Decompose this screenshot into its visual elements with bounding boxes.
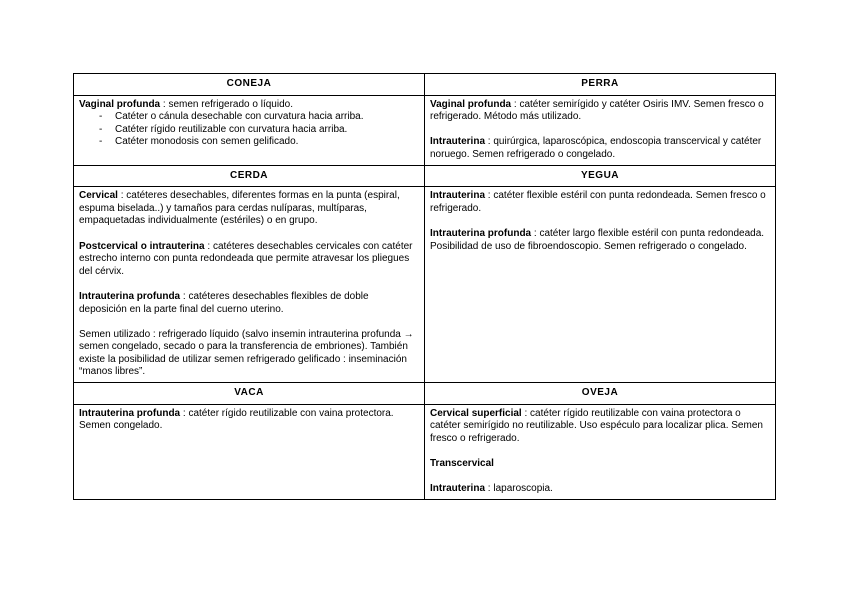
- cerda-paragraph-1: [79, 190, 419, 228]
- cerda-text-2: : catéteres desechables cervicales con catéter estrecho interno con punta redondeada que permite atravesar los pliegues del cérvix.: [79, 240, 413, 277]
- content-row-1: [74, 95, 776, 165]
- oveja-label-transcervical: Transcervical: [430, 458, 494, 470]
- header-perra: PERRA: [425, 74, 776, 96]
- oveja-paragraph-3: [430, 483, 770, 496]
- coneja-bullet-list: [79, 111, 419, 149]
- perra-label-vaginal-profunda: Vaginal profunda: [430, 98, 512, 110]
- cerda-paragraph-4: Semen utilizado : refrigerado líquido (salvo insemin intrauterina profunda → semen congelado, secado o para la transferencia de embriones). También existe la posibilidad de utilizar semen refrigerado gelificado : inseminación “manos libres”.: [79, 328, 414, 378]
- oveja-text-1: : catéter rígido reutilizable con vaina protectora o catéter semirígido no reutilizable. Uso espéculo para localizar plica. Semen fresco o refrigerado.: [430, 407, 763, 444]
- vaca-label-intrauterina-profunda: Intrauterina profunda: [79, 407, 181, 419]
- yegua-label-intrauterina-profunda: Intrauterina profunda: [430, 227, 532, 239]
- content-row-2: [74, 187, 776, 383]
- header-row-1: [74, 74, 776, 96]
- list-item: - Catéter rígido reutilizable con curvatura hacia arriba.: [99, 124, 419, 137]
- cell-perra: [425, 95, 776, 165]
- species-table: [73, 73, 776, 500]
- header-row-3: [74, 383, 776, 405]
- cerda-paragraph-2: [79, 241, 419, 279]
- header-coneja: CONEJA: [74, 74, 425, 96]
- cell-vaca: [74, 404, 425, 499]
- oveja-paragraph-2: [430, 458, 770, 471]
- perra-paragraph-1: [430, 99, 770, 124]
- cerda-text-3: : catéteres desechables flexibles de doble deposición en la parte final del cuerno uterino.: [79, 290, 369, 315]
- cell-oveja: [425, 404, 776, 499]
- perra-text-2: : quirúrgica, laparoscópica, endoscopia transcervical y catéter noruego. Semen refrigerado o congelado.: [430, 136, 762, 160]
- perra-label-intrauterina: Intrauterina: [430, 136, 486, 148]
- oveja-paragraph-1: [430, 408, 770, 446]
- cerda-label-intrauterina-profunda: Intrauterina profunda: [79, 290, 181, 302]
- oveja-text-3: : laparoscopia.: [485, 483, 553, 495]
- oveja-label-cervical-superficial: Cervical superficial: [430, 407, 522, 419]
- cell-yegua: [425, 187, 776, 383]
- cerda-paragraph-3: [79, 291, 419, 316]
- oveja-label-intrauterina: Intrauterina: [430, 483, 486, 495]
- perra-text-1: : catéter semirígido y catéter Osiris IMV. Semen fresco o refrigerado. Método más utilizado.: [430, 98, 764, 123]
- cerda-label-cervical: Cervical: [79, 190, 118, 202]
- vaca-text-1: : catéter rígido reutilizable con vaina protectora. Semen congelado.: [79, 407, 394, 432]
- coneja-paragraph-1: [79, 99, 419, 112]
- yegua-text-2: : catéter largo flexible estéril con punta redondeada. Posibilidad de uso de fibroendoscopio. Semen refrigerado o congelado.: [430, 227, 765, 252]
- content-row-3: [74, 404, 776, 499]
- list-item: - Catéter o cánula desechable con curvatura hacia arriba.: [99, 111, 419, 124]
- perra-paragraph-2: [430, 136, 770, 161]
- header-vaca: VACA: [74, 383, 425, 405]
- cerda-text-1: : catéteres desechables, diferentes formas en la punta (espiral, espuma biselada..) y tamaños para cerdas nulíparas, multíparas, empaquetadas individualmente (estériles) o en grupo.: [79, 190, 400, 227]
- yegua-text-1: : catéter flexible estéril con punta redondeada. Semen fresco o refrigerado.: [430, 190, 766, 214]
- cell-coneja: [74, 95, 425, 165]
- yegua-paragraph-2: [430, 228, 770, 253]
- header-yegua: YEGUA: [425, 165, 776, 187]
- yegua-paragraph-1: [430, 190, 770, 215]
- header-cerda: CERDA: [74, 165, 425, 187]
- header-row-2: [74, 165, 776, 187]
- vaca-paragraph-1: [79, 408, 419, 433]
- list-item: - Catéter monodosis con semen gelificado.: [99, 136, 419, 149]
- coneja-label-vaginal-profunda: Vaginal profunda: [79, 98, 161, 110]
- coneja-text-1: : semen refrigerado o líquido.: [160, 98, 293, 110]
- cell-cerda: [74, 187, 425, 383]
- header-oveja: OVEJA: [425, 383, 776, 405]
- cerda-label-postcervical: Postcervical o intrauterina: [79, 240, 205, 252]
- yegua-label-intrauterina: Intrauterina: [430, 190, 486, 202]
